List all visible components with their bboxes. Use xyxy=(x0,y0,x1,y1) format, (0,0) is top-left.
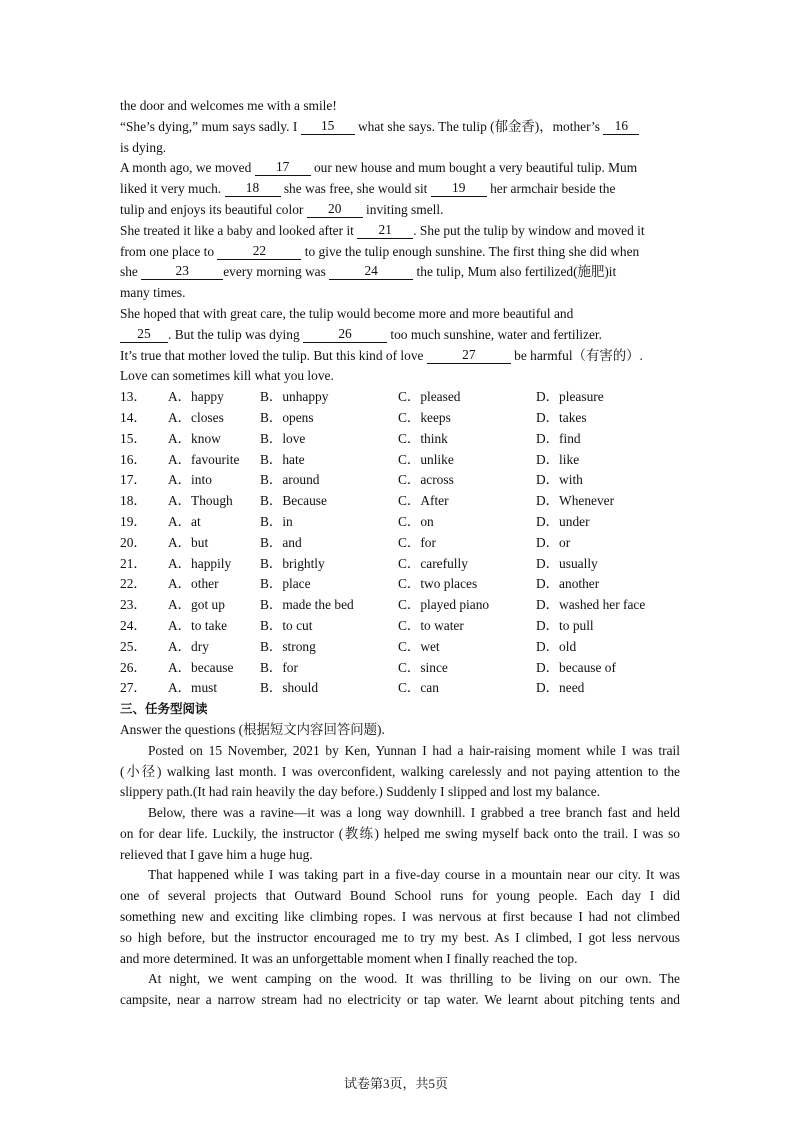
option-row: 15． A．know B．love C．think D．find xyxy=(120,430,581,446)
passage-line: 25 . But the tulip was dying 26 too much sunshine, water and fertilizer. xyxy=(120,325,680,346)
option-row: 13． A．happy B．unhappy C．pleased D．pleasure xyxy=(120,389,604,405)
option-row: 16． A．favourite B．hate C．unlike D．like xyxy=(120,451,580,467)
passage-line: She treated it like a baby and looked after it 21 . She put the tulip by window and moved it xyxy=(120,221,645,238)
blank-18: 18 xyxy=(225,181,281,197)
option-row: 26． A．because B．for C．since D．because of xyxy=(120,659,616,675)
passage-line: from one place to 22 to give the tulip enough sunshine. The first thing she did when xyxy=(120,242,640,259)
blank-27: 27 xyxy=(427,348,511,364)
option-row: 25． A．dry B．strong C．wet D．old xyxy=(120,638,577,654)
option-row: 21． A．happily B．brightly C．carefully D．usually xyxy=(120,555,598,571)
passage-line: liked it very much. 18 she was free, she would sit 19 her armchair beside the xyxy=(120,180,616,197)
blank-26: 26 xyxy=(303,327,387,343)
reading-paragraph: Below, there was a ravine—it was a long way downhill. I grabbed a tree branch fast and held on for dear life. Luckily, the instructor (教练) helped me swing myself back onto the trail. I was so relieved that I gave him a huge hug. xyxy=(120,805,680,862)
passage-line: tulip and enjoys its beautiful color 20 inviting smell. xyxy=(120,200,444,217)
passage-line: is dying. xyxy=(120,139,167,155)
blank-20: 20 xyxy=(307,202,363,218)
options-list xyxy=(120,387,680,699)
blank-21: 21 xyxy=(357,223,413,239)
option-row: 18． A．Though B．Because C．After D．Whenever xyxy=(120,493,615,509)
option-row: 22． A．other B．place C．two places D．another xyxy=(120,576,600,592)
option-row: 17． A．into B．around C．across D．with xyxy=(120,472,583,488)
passage-line: the door and welcomes me with a smile! xyxy=(120,98,337,113)
blank-15: 15 xyxy=(301,119,355,135)
section-instruction: Answer the questions (根据短文内容回答问题). xyxy=(120,721,385,737)
blank-16: 16 xyxy=(603,119,639,135)
blank-25: 25 xyxy=(120,327,168,343)
section-heading: 三、任务型阅读 xyxy=(120,701,208,717)
blank-22: 22 xyxy=(217,244,301,260)
option-row: 20． A．but B．and C．for D．or xyxy=(120,534,571,550)
page-footer: 试卷第3页，共5页 xyxy=(343,1076,448,1091)
blank-19: 19 xyxy=(431,181,487,197)
option-row: 24． A．to take B．to cut C．to water D．to pull xyxy=(120,617,594,633)
reading-paragraph: Posted on 15 November, 2021 by Ken, Yunnan I had a hair-raising moment while I was trail (小径) walking last month. I was overconfident, walking carelessly and not paying attention to the slippery path.(It had rain heavily the day before.) Suddenly I slipped and lost my balance. xyxy=(120,742,680,800)
passage-line: many times. xyxy=(120,285,186,301)
option-row: 14． A．closes B．opens C．keeps D．takes xyxy=(120,409,587,425)
passage-line: Love can sometimes kill what you love. xyxy=(120,368,334,384)
blank-23: 23 xyxy=(141,264,223,280)
passage-line: she 23 every morning was 24 the tulip, Mum also fertilized(施肥)it xyxy=(120,263,617,280)
blank-24: 24 xyxy=(329,264,413,280)
blank-17: 17 xyxy=(255,160,311,176)
passage-line: She hoped that with great care, the tulip would become more and more beautiful and xyxy=(120,305,574,321)
reading-paragraph: At night, we went camping on the wood. It was thrilling to be living on our own. The campsite, near a narrow stream had no electricity or tap water. We learnt about pitching tents and xyxy=(120,971,680,1008)
passage-line: A month ago, we moved 17 our new house and mum bought a very beautiful tulip. Mum xyxy=(120,159,638,176)
option-row: 19． A．at B．in C．on D．under xyxy=(120,513,590,529)
passage-line: It’s true that mother loved the tulip. But this kind of love 27 be harmful（有害的）. xyxy=(120,346,643,363)
option-row: 27． A．must B．should C．can D．need xyxy=(120,680,585,696)
reading-paragraph: That happened while I was taking part in a five-day course in a mountain near our city. It was one of several projects that Outward Bound School runs for young people. Each day I did something new and exciting like climbing ropes. I was nervous at first because I had not climbed so high before, but the instructor encouraged me to try my best. As I climbed, I got less nervous and more determined. It was an unforgettable moment when I finally reached the top. xyxy=(120,867,680,966)
exam-page xyxy=(120,96,680,1011)
option-row: 23． A．got up B．made the bed C．played piano D．washed her face xyxy=(120,597,646,613)
passage-line: “She’s dying,” mum says sadly. I 15 what she says. The tulip (郁金香)，mother’s 16 xyxy=(120,117,680,138)
